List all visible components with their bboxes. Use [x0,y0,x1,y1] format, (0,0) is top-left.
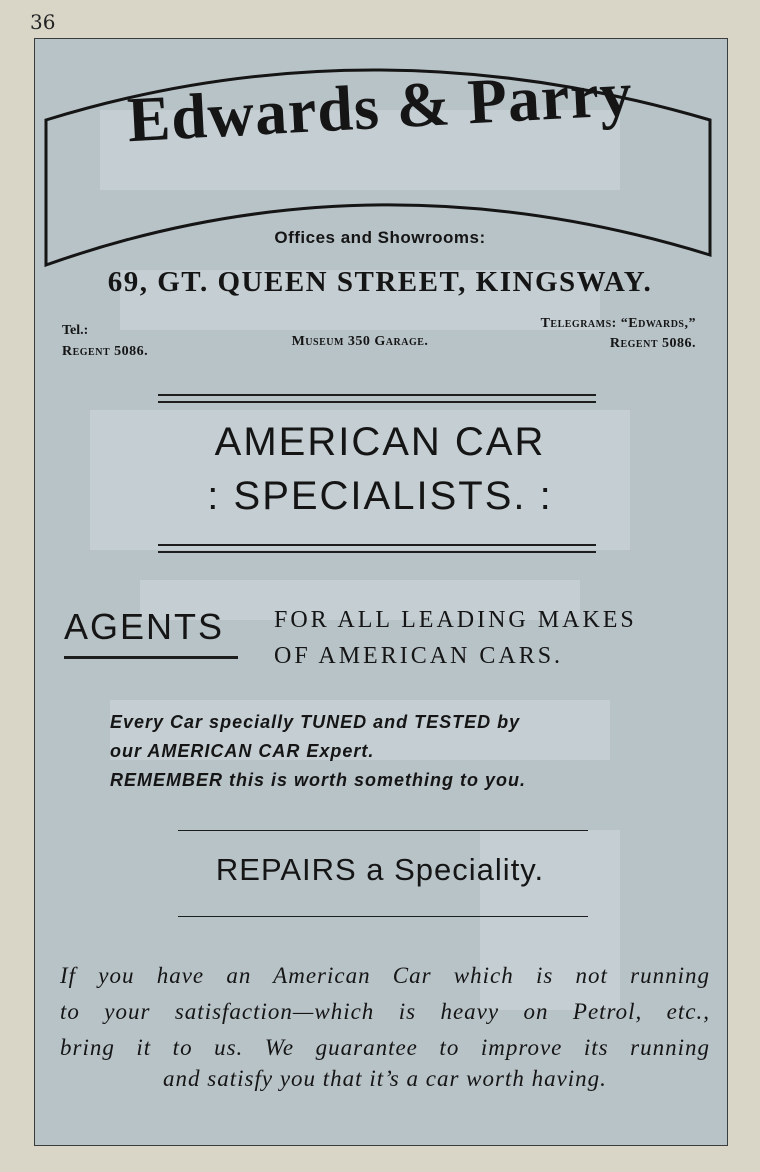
tuned-line-2: our AMERICAN CAR Expert. [110,741,375,761]
banner-title: Edwards & Parry [125,57,635,156]
telegrams-block [541,314,696,354]
telephone-label: Tel.: [62,323,89,338]
address: 69, GT. QUEEN STREET, KINGSWAY. [107,266,653,298]
page-number: 36 [30,10,56,34]
agents-word: AGENTS [64,606,225,647]
telegrams-label: Telegrams: “Edwards,” [540,316,696,331]
guarantee-paragraph [60,958,710,1066]
repairs-rule-top [178,830,588,831]
telegrams-number: Regent 5086. [609,336,696,351]
rule-top-1 [158,394,596,396]
repairs-speciality: REPAIRS a Speciality. [215,852,545,887]
guarantee-line-2: to your satisfaction—which is heavy on Petrol, etc., [60,999,710,1024]
guarantee-line-4: and satisfy you that it’s a car worth having. [163,1066,607,1091]
agents-line-2: OF AMERICAN CARS. [274,643,564,669]
heading-line-1: AMERICAN CAR [214,420,546,464]
rule-bottom-1 [158,544,596,546]
heading-line-2: : SPECIALISTS. : [207,474,553,518]
repairs-rule-bottom [178,916,588,917]
agents-line-1: FOR ALL LEADING MAKES [274,607,637,633]
rule-bottom-2 [158,551,596,553]
museum-garage: Museum 350 Garage. [291,334,429,349]
tuned-statement [110,708,690,795]
guarantee-line-3: bring it to us. We guarantee to improve its running [60,1035,710,1060]
guarantee-line-1: If you have an American Car which is not running [60,963,710,988]
offices-label: Offices and Showrooms: [274,228,486,247]
telephone-number: Regent 5086. [62,344,149,359]
rule-top-2 [158,401,596,403]
tuned-line-1: Every Car specially TUNED and TESTED by [110,712,521,732]
tuned-line-3: REMEMBER this is worth something to you. [110,770,527,790]
agents-underline [64,656,238,659]
agents-text [274,602,714,674]
